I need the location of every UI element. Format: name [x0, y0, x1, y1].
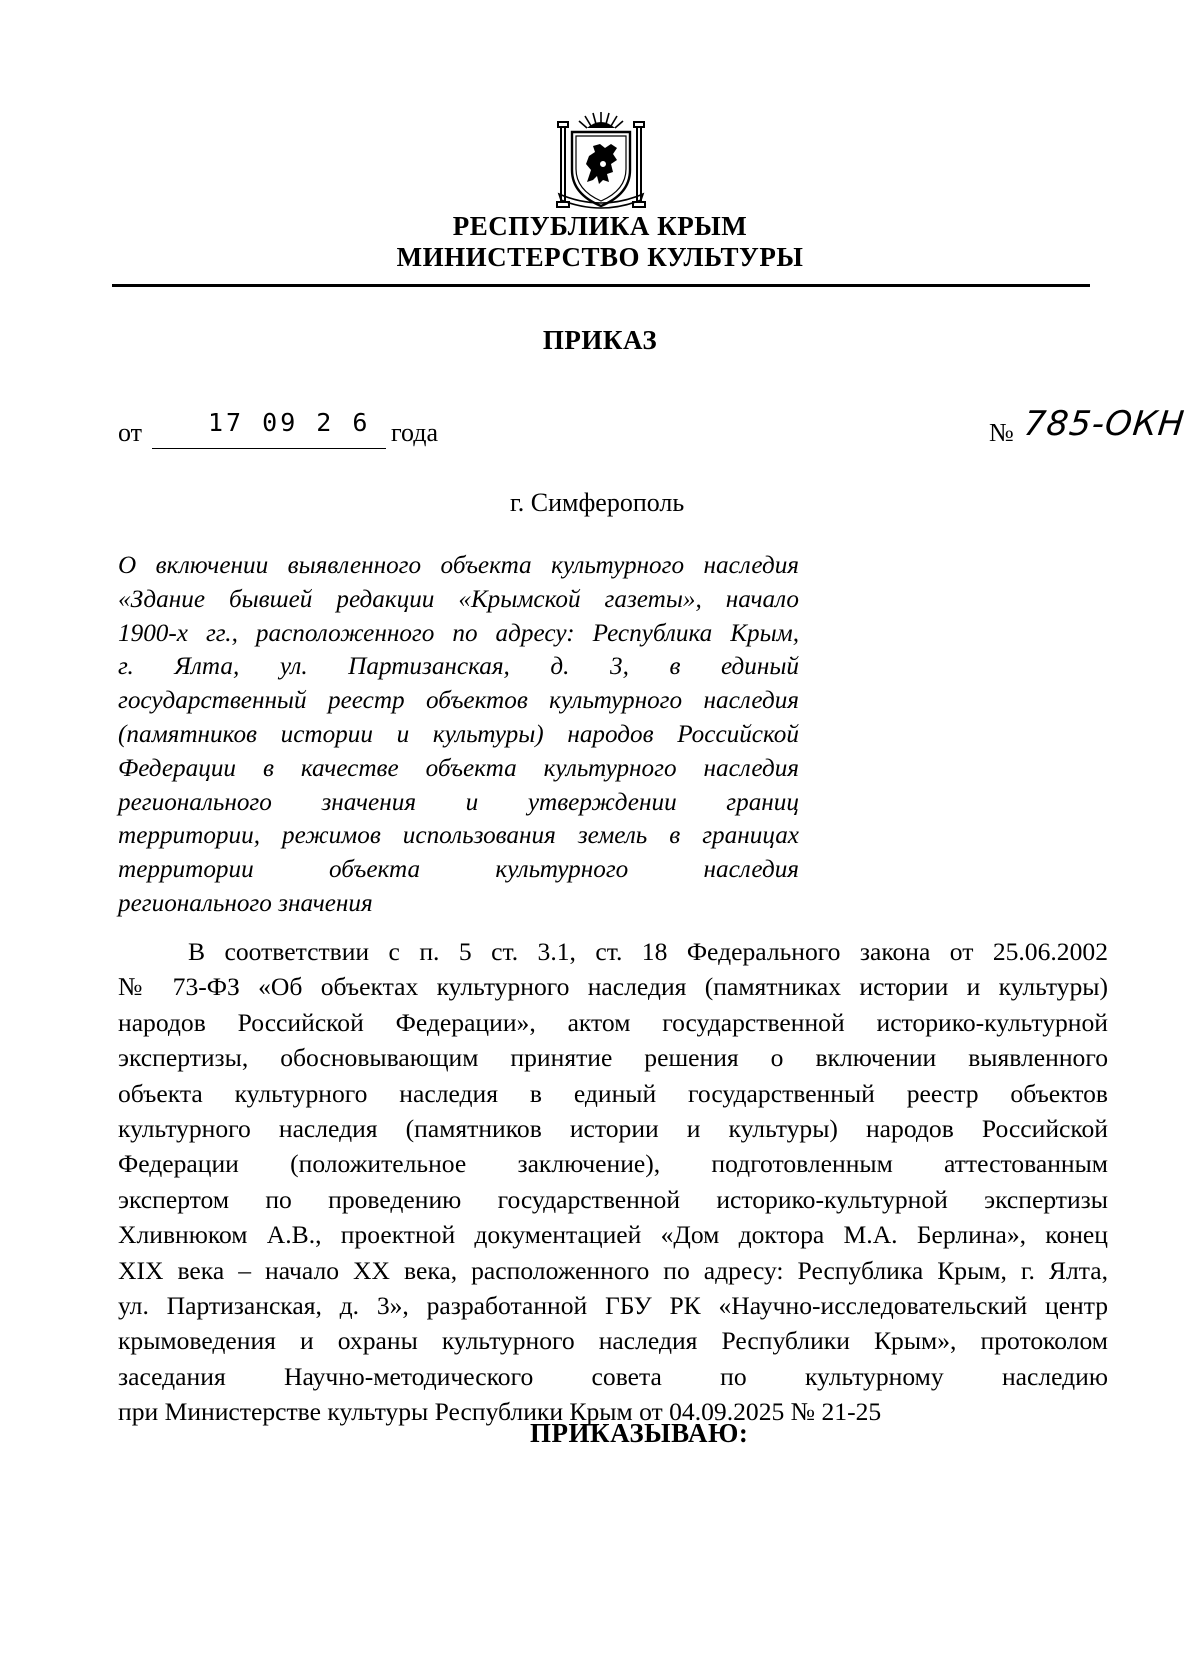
- date-value: 17 09 2 6: [208, 408, 371, 437]
- subject-line: «Здание бывшей редакции «Крымской газеты», начало: [118, 585, 799, 613]
- number-sign: №: [989, 418, 1014, 447]
- body-line: XIX века – начало XX века, расположенного по адресу: Республика Крым, г. Ялта,: [118, 1255, 1108, 1285]
- subject-line: территории, режимов использования земель в границах: [118, 822, 799, 850]
- body-line: ул. Партизанская, д. 3», разработанной ГБУ РК «Научно-исследовательский центр: [118, 1290, 1108, 1320]
- body-line: при Министерстве культуры Республики Крым от 04.09.2025 № 21-25: [118, 1397, 882, 1427]
- body-line: культурного наследия (памятников истории и культуры) народов Российской: [118, 1113, 1108, 1143]
- subject-line: территории объекта культурного наследия: [118, 856, 799, 884]
- body-line: Федерации (положительное заключение), подготовленным аттестованным: [118, 1149, 1108, 1179]
- city-line: г. Симферополь: [510, 488, 685, 517]
- body-line: экспертом по проведению государственной историко-культурной экспертизы: [118, 1184, 1108, 1214]
- date-suffix: года: [391, 418, 439, 447]
- subject-line: Федерации в качестве объекта культурного наследия: [118, 754, 799, 782]
- republic-name: РЕСПУБЛИКА КРЫМ: [452, 211, 748, 241]
- subject-block: [118, 549, 799, 921]
- crimea-coat-of-arms-icon: [553, 108, 649, 212]
- date-field: [152, 408, 386, 449]
- body-line: В соответствии с п. 5 ст. 3.1, ст. 18 Федерального закона от 25.06.2002: [188, 937, 1108, 966]
- header-divider: [112, 284, 1090, 287]
- preamble-paragraph: [118, 934, 1108, 1429]
- subject-line: г. Ялта, ул. Партизанская, д. 3, в единый: [118, 653, 799, 681]
- body-line: народов Российской Федерации», актом государственной историко-культурной: [118, 1007, 1108, 1037]
- body-line: заседания Научно-методического совета по культурному наследию: [118, 1361, 1108, 1391]
- body-line: объекта культурного наследия в единый государственный реестр объектов: [118, 1078, 1108, 1108]
- document-title: ПРИКАЗ: [542, 325, 658, 355]
- subject-line: государственный реестр объектов культурного наследия: [118, 687, 799, 715]
- body-line: экспертизы, обосновывающим принятие решения о включении выявленного: [118, 1043, 1108, 1073]
- subject-line: (памятников истории и культуры) народов Российской: [118, 720, 799, 748]
- body-line: № 73-ФЗ «Об объектах культурного наследия (памятниках истории и культуры): [118, 972, 1108, 1002]
- document-number: 785-ОКН: [1021, 404, 1187, 444]
- ministry-name: МИНИСТЕРСТВО КУЛЬТУРЫ: [396, 242, 804, 272]
- body-line: Хливнюком А.В., проектной документацией «Дом доктора М.А. Берлина», конец: [118, 1220, 1108, 1250]
- subject-line: регионального значения: [118, 889, 373, 917]
- body-line: крымоведения и охраны культурного наследия Республики Крым», протоколом: [118, 1326, 1108, 1356]
- date-prefix: от: [118, 418, 143, 447]
- subject-line: регионального значения и утверждении границ: [118, 788, 799, 816]
- decree-heading: ПРИКАЗЫВАЮ:: [530, 1418, 749, 1448]
- subject-line: 1900-х гг., расположенного по адресу: Республика Крым,: [118, 619, 799, 647]
- subject-line: О включении выявленного объекта культурного наследия: [118, 552, 799, 579]
